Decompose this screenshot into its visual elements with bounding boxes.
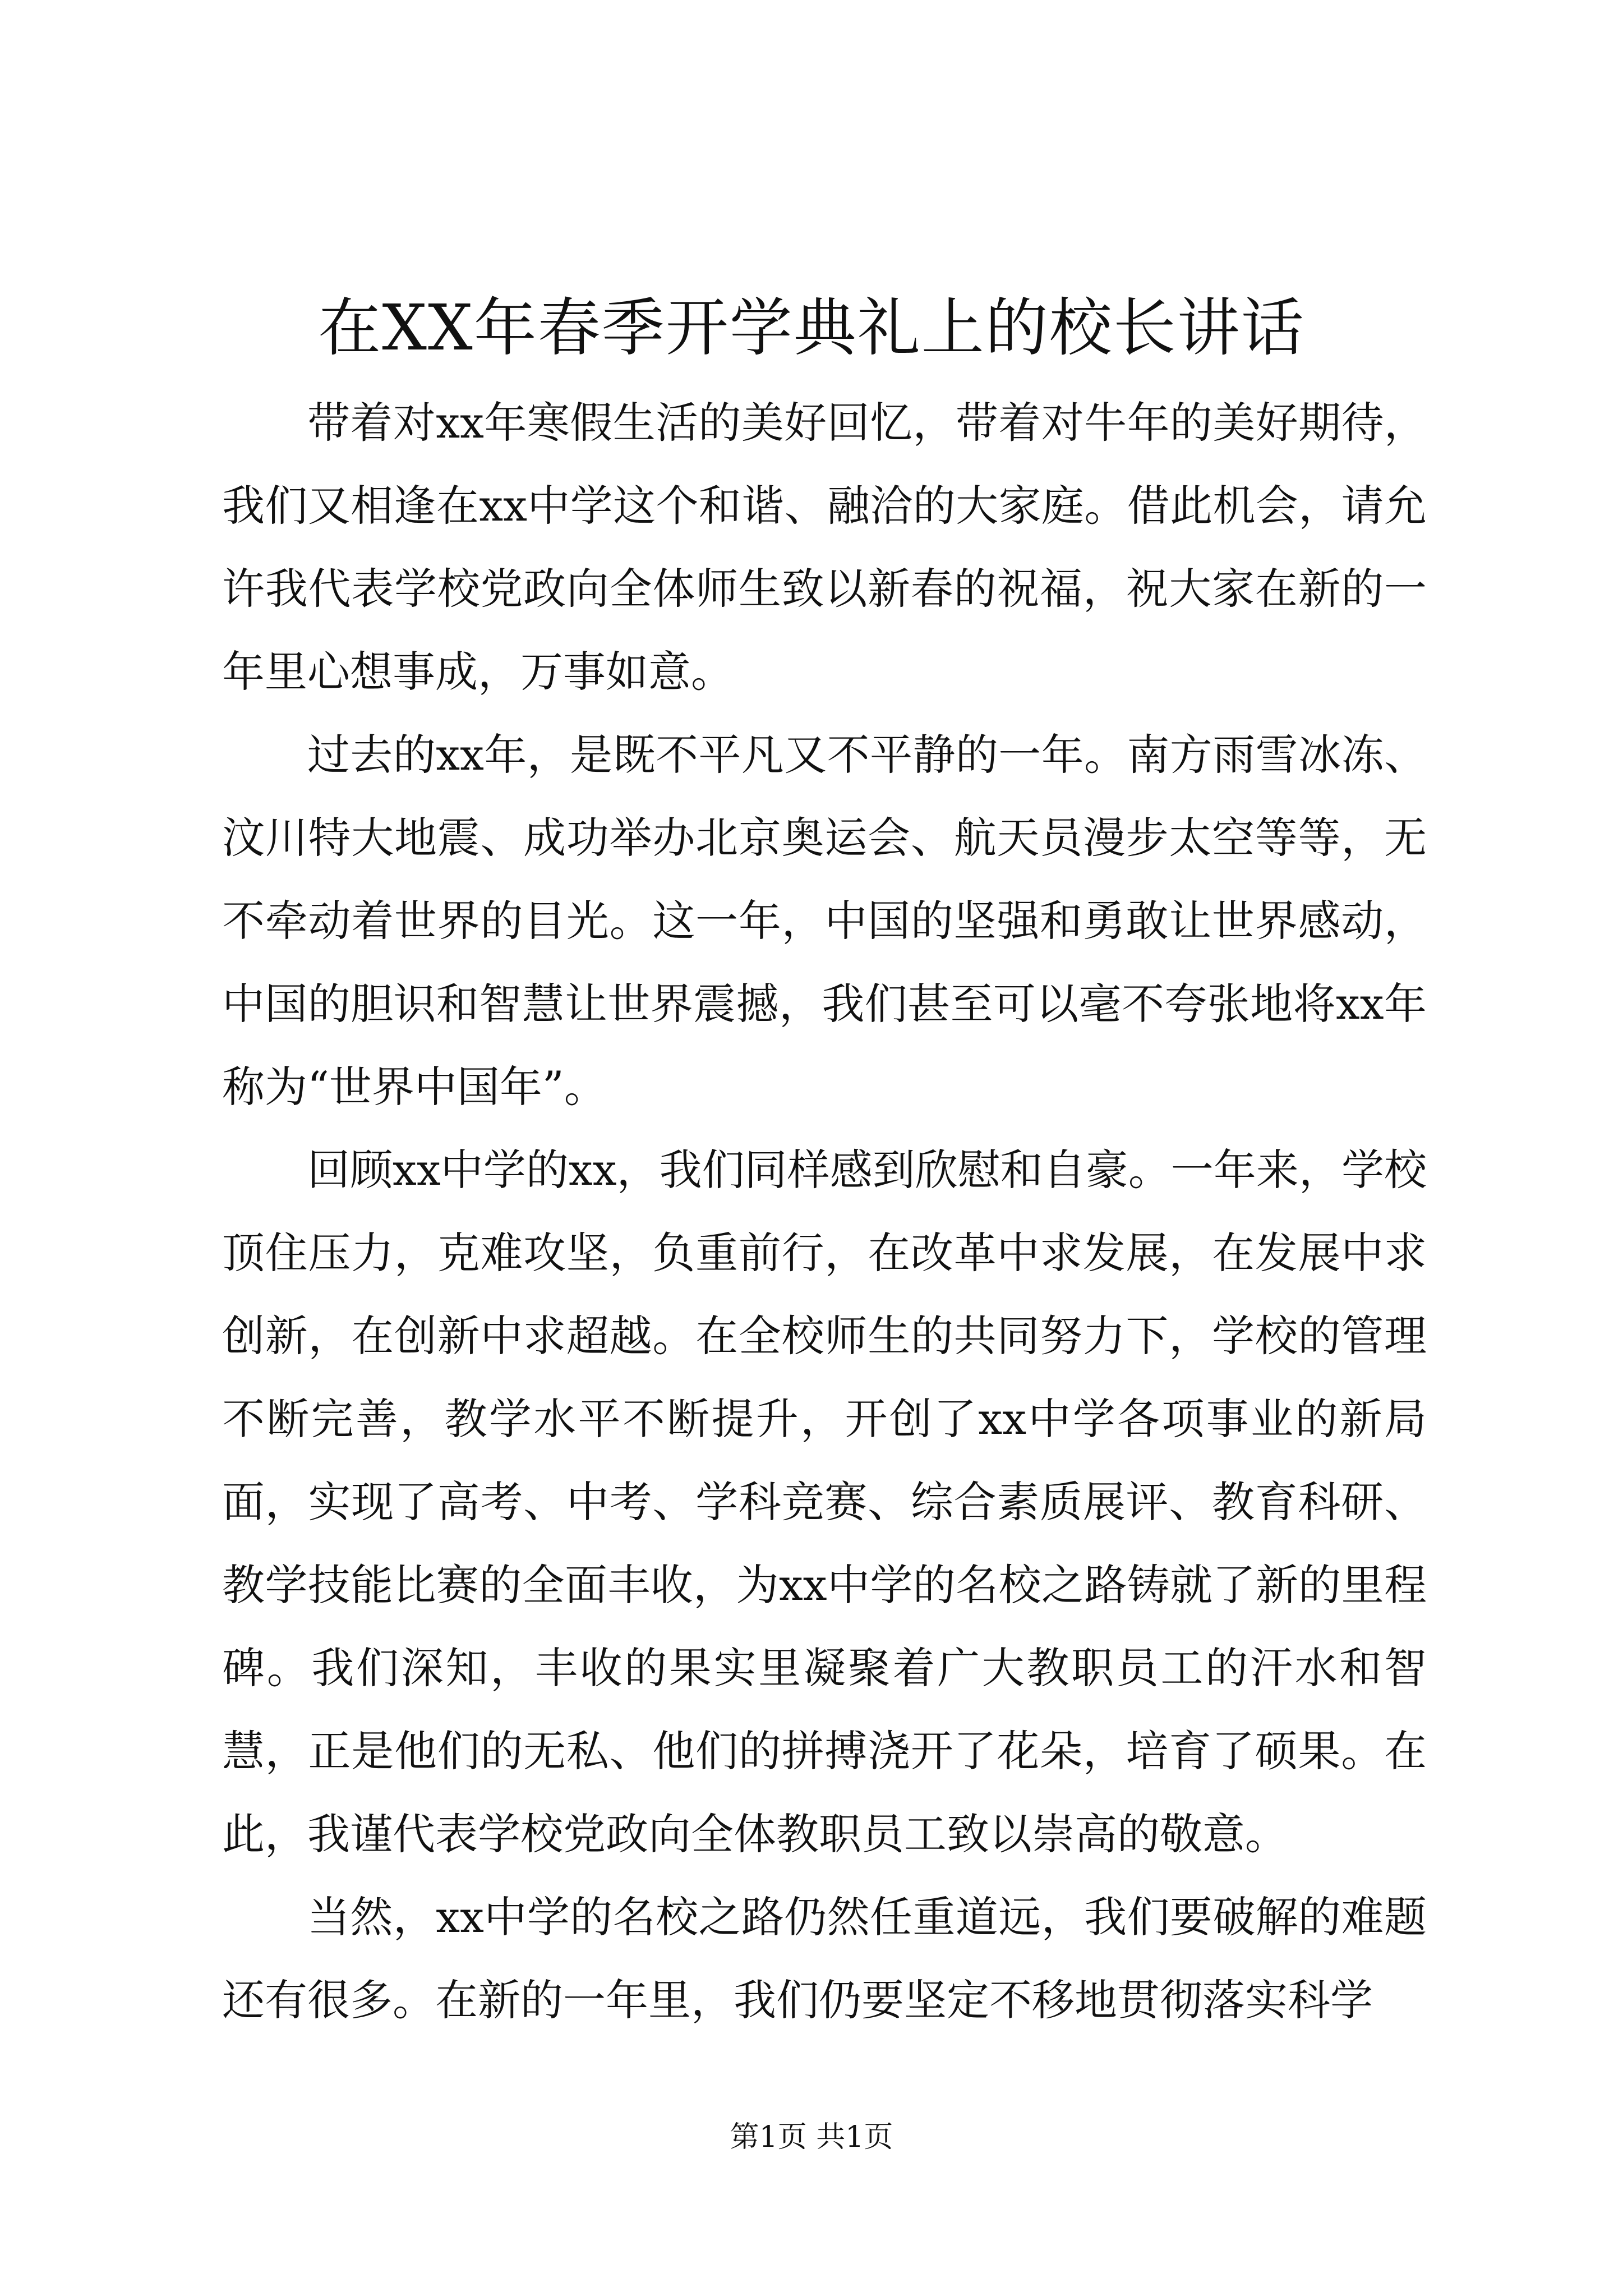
document-title: 在XX年春季开学典礼上的校长讲话 xyxy=(318,292,1305,365)
paragraph: 回顾xx中学的xx，我们同样感到欣慰和自豪。一年来，学校顶住压力，克难攻坚，负重前行，在改革中求发展，在发展中求创新，在创新中求超越。在全校师生的共同努力下，学校的管理不断完善，教学水平不断提升，开创了xx中学各项事业的新局面，实现了高考、中考、学科竞赛、综合素质展评、教育科研、教学技能比赛的全面丰收，为xx中学的名校之路铸就了新的里程碑。我们深知，丰收的果实里凝聚着广大教职员工的汗水和智慧，正是他们的无私、他们的拼搏浇开了花朵，培育了硕果。在此，我谨代表学校党政向全体教职员工致以崇高的敬意。 xyxy=(222,1145,1427,1859)
paragraph: 过去的xx年，是既不平凡又不平静的一年。南方雨雪冰冻、汶川特大地震、成功举办北京奥运会、航天员漫步太空等等，无不牵动着世界的目光。这一年，中国的坚强和勇敢让世界感动，中国的胆识和智慧让世界震撼，我们甚至可以毫不夸张地将xx年称为“世界中国年”。 xyxy=(222,730,1427,1112)
paragraph: 带着对xx年寒假生活的美好回忆，带着对牛年的美好期待，我们又相逢在xx中学这个和谐、融洽的大家庭。借此机会，请允许我代表学校党政向全体师生致以新春的祝福，祝大家在新的一年里心想事成，万事如意。 xyxy=(222,398,1427,697)
paragraph: 当然，xx中学的名校之路仍然任重道远，我们要破解的难题还有很多。在新的一年里，我们仍要坚定不移地贯彻落实科学 xyxy=(222,1892,1427,2025)
document-body xyxy=(222,381,1427,2042)
page-footer: 第1页 共1页 xyxy=(730,2120,893,2154)
